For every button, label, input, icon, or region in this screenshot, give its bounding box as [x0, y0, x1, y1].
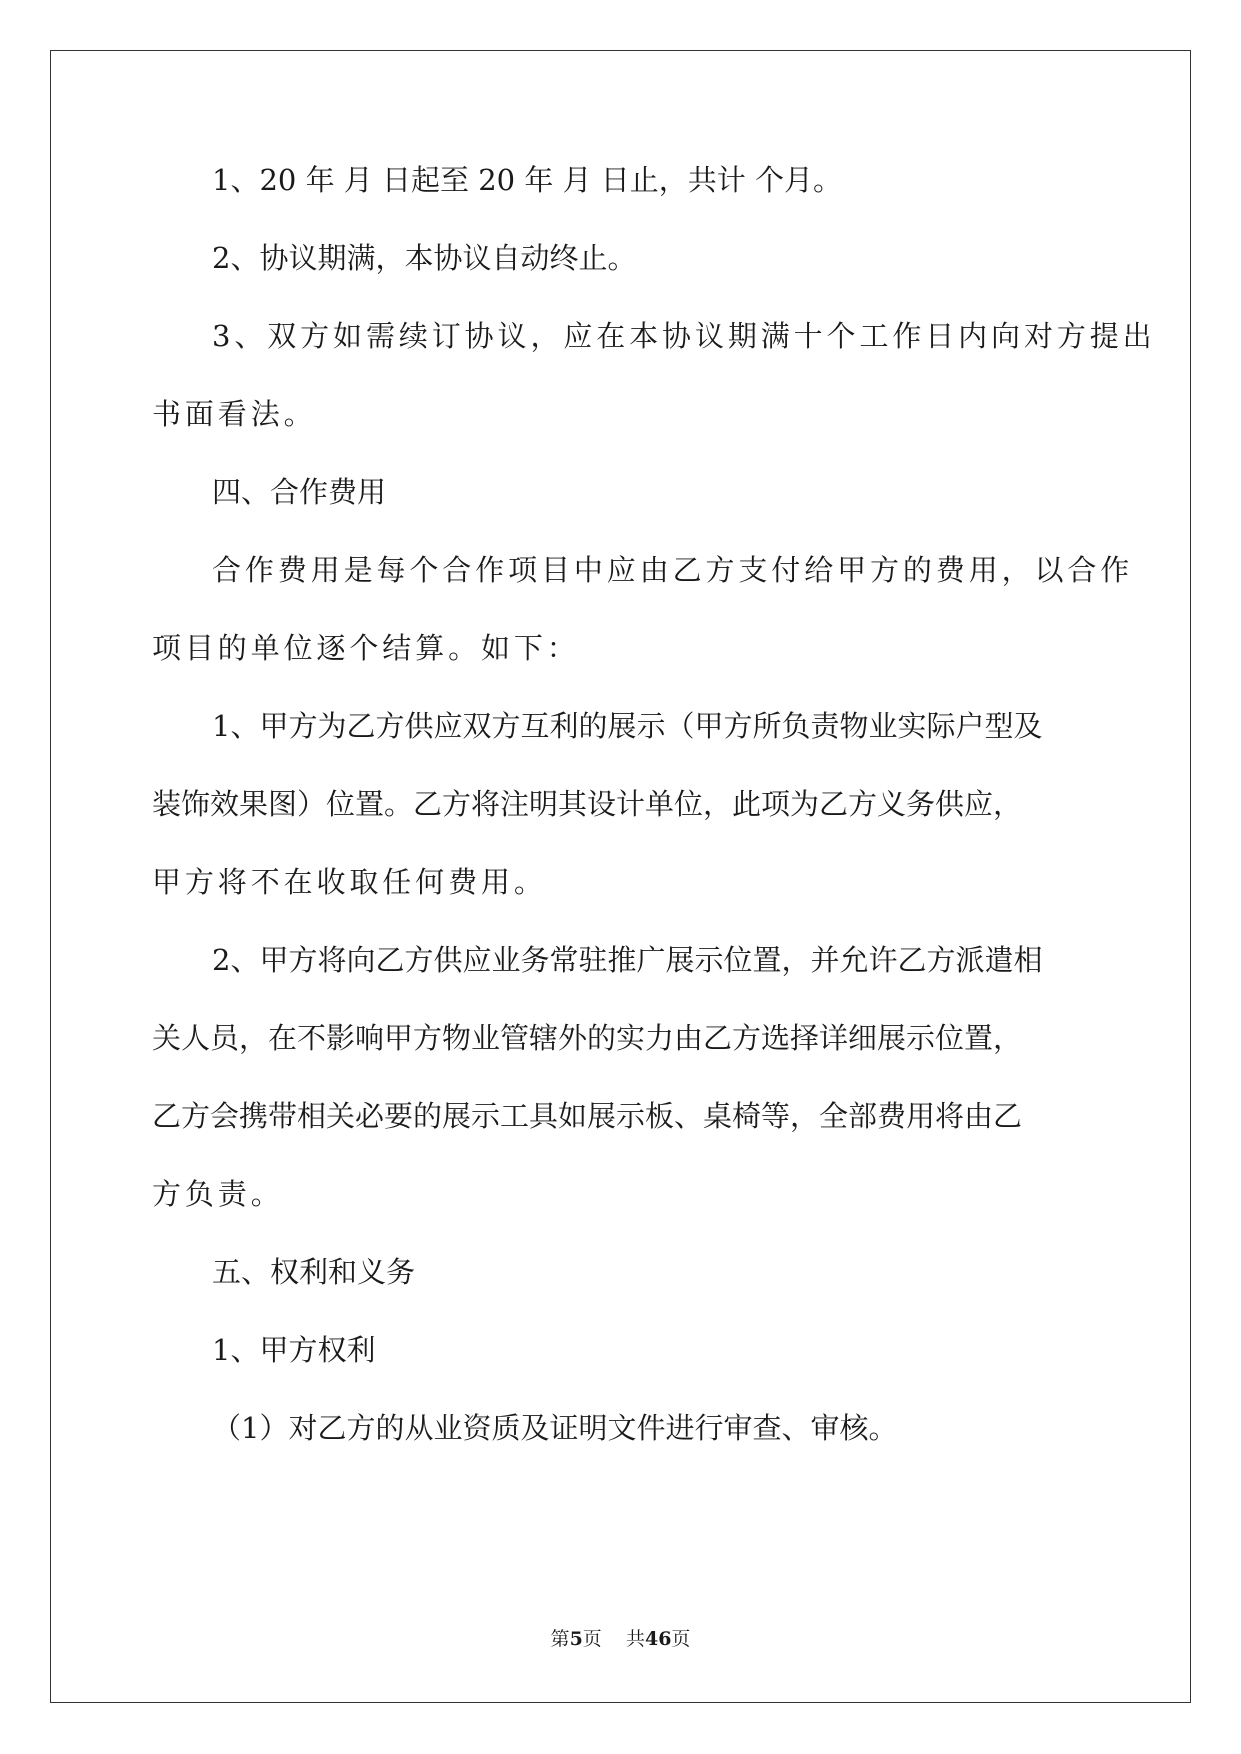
footer-prefix: 第 [550, 1628, 570, 1650]
paragraph-line: 装饰效果图）位置。乙方将注明其设计单位，此项为乙方义务供应， [152, 787, 1023, 821]
paragraph-line: 书面看法。 [152, 397, 317, 431]
paragraph-line: 合作费用是每个合作项目中应由乙方支付给甲方的费用，以合作 [212, 553, 1134, 587]
paragraph-line: 3、双方如需续订协议，应在本协议期满十个工作日内向对方提出 [212, 319, 1156, 353]
paragraph-line: 1、甲方为乙方供应双方互利的展示（甲方所负责物业实际户型及 [212, 709, 1043, 743]
current-page-number: 5 [569, 1628, 583, 1650]
section-heading: 五、权利和义务 [212, 1255, 416, 1289]
paragraph-line: 乙方会携带相关必要的展示工具如展示板、桌椅等，全部费用将由乙 [152, 1099, 1023, 1133]
paragraph-line: 关人员，在不影响甲方物业管辖外的实力由乙方选择详细展示位置， [152, 1021, 1023, 1055]
paragraph-line: 项目的单位逐个结算。如下： [152, 631, 580, 665]
page-number-footer [0, 1627, 1241, 1651]
paragraph-line: （1）对乙方的从业资质及证明文件进行审查、审核。 [212, 1411, 898, 1445]
footer-suffix: 页 [671, 1628, 691, 1650]
paragraph-line: 2、协议期满，本协议自动终止。 [212, 241, 637, 275]
paragraph-line: 1、20 年 月 日起至 20 年 月 日止，共计 个月。 [212, 163, 843, 197]
paragraph-line: 2、甲方将向乙方供应业务常驻推广展示位置，并允许乙方派遣相 [212, 943, 1043, 977]
paragraph-line: 1、甲方权利 [212, 1333, 376, 1367]
total-page-number: 46 [644, 1628, 672, 1650]
footer-mid: 页 共 [582, 1628, 645, 1650]
paragraph-line: 甲方将不在收取任何费用。 [152, 865, 547, 899]
section-heading: 四、合作费用 [212, 475, 387, 509]
paragraph-line: 方负责。 [152, 1177, 284, 1211]
